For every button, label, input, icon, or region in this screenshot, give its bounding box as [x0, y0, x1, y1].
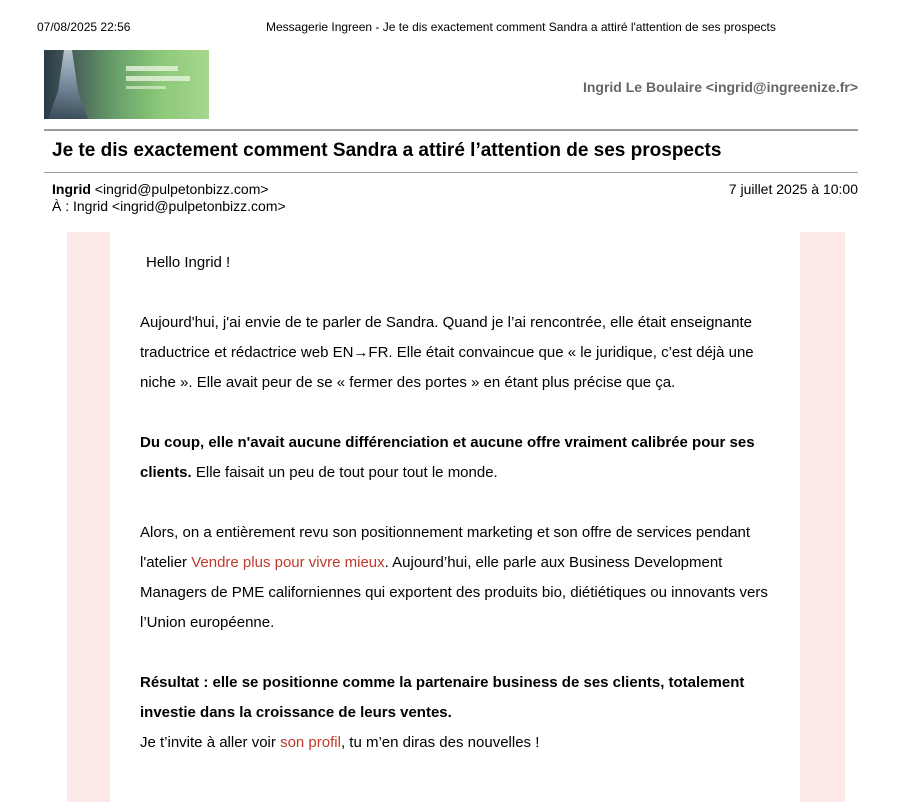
profile-link[interactable]: son profil [280, 734, 341, 751]
email-body [140, 248, 780, 758]
greeting: Hello Ingrid ! [146, 254, 231, 271]
paragraph-solution [140, 518, 780, 638]
paragraph-solution-start: Alors, on a entièrement revu son positionnement marketing et son offre de services pendant l'atelier [140, 524, 751, 571]
account-identity: Ingrid Le Boulaire <ingrid@ingreenize.fr> [582, 79, 858, 95]
paragraph-result-bold: Résultat : elle se positionne comme la partenaire business de ses clients, totalement investie dans la croissance de leurs ventes. [140, 674, 745, 721]
invite-end: , tu m’en diras des nouvelles ! [340, 734, 540, 751]
paragraph-solution-end: . Aujourd’hui, elle parle aux Business Development Managers de PME californiennes qui exportent des produits bio, diétiétiques ou innovants vers l’Union européenne. [140, 554, 768, 631]
brand-logo [44, 50, 209, 119]
paragraph-problem-rest: Elle faisait un peu de tout pour tout le monde. [191, 464, 498, 481]
workshop-link[interactable]: Vendre plus pour vivre mieux [191, 554, 385, 571]
print-datetime: 07/08/2025 22:56 [37, 20, 131, 34]
logo-wordmark [126, 66, 202, 94]
eiffel-tower-icon [48, 50, 88, 119]
message-date: 7 juillet 2025 à 10:00 [728, 181, 858, 197]
paragraph-intro: Aujourd'hui, j'ai envie de te parler de Sandra. Quand je l’ai rencontrée, elle était enseignante traductrice et rédactrice web EN→FR. Elle était convaincue que « le juridique, c’est déjà une niche ». Elle avait peur de se « fermer des portes » en étant plus précise que ça. [140, 314, 754, 391]
invite-start: Je t’invite à aller voir [140, 734, 281, 751]
divider [44, 172, 858, 173]
divider [44, 129, 858, 131]
from-email[interactable]: <ingrid@pulpetonbizz.com> [94, 181, 269, 197]
paragraph-problem-bold: Du coup, elle n'avait aucune différenciation et aucune offre vraiment calibrée pour ses clients. [140, 434, 755, 481]
to-line: À : Ingrid <ingrid@pulpetonbizz.com> [52, 198, 286, 214]
message-meta [52, 181, 286, 215]
print-title: Messagerie Ingreen - Je te dis exactement comment Sandra a attiré l'attention de ses prospects [266, 20, 776, 34]
paragraph-invite [140, 728, 780, 758]
message-subject: Je te dis exactement comment Sandra a attiré l’attention de ses prospects [52, 140, 722, 161]
from-line [52, 181, 286, 198]
from-name: Ingrid [52, 181, 91, 197]
paragraph-result [140, 668, 780, 728]
paragraph-problem [140, 428, 780, 488]
